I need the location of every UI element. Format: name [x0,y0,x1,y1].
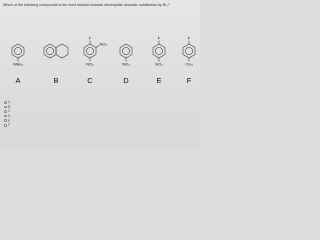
radio-button[interactable] [4,110,7,113]
compound-b-letter: B [53,76,59,85]
compound-a-letter: A [15,76,21,85]
answer-options [4,100,10,128]
compound-d-bottom-label: NO₂ [122,61,130,67]
option-label: E [7,118,11,123]
radio-button[interactable] [4,124,7,127]
compound-a-bottom-label: NMe₂ [13,61,23,67]
radio-button[interactable] [4,119,7,122]
compound-d-letter: D [123,76,129,85]
compound-c-ring [84,41,99,62]
compound-c-side-label: NO₂ [99,41,108,47]
compound-f-letter: F [186,76,192,85]
compound-f-ring [183,41,195,62]
compound-f-top-label: F [187,35,191,41]
compound-e-bottom-label: NO₂ [155,61,163,67]
option-f[interactable] [4,123,10,128]
question-page [0,0,200,150]
compound-structures [0,14,200,74]
option-label: A [7,100,11,105]
option-label: C [7,109,11,114]
radio-button[interactable] [4,101,7,104]
compound-f-bottom-label: CH₃ [185,61,193,67]
compound-c-top-label: F [88,35,92,41]
compound-d-ring [120,44,132,62]
option-label: D [7,114,11,119]
compound-e-ring [153,41,165,62]
compound-e-letter: E [156,76,162,85]
question-text: Which of the following compounds is the most reactive towards electrophilic aromatic substitution by Br₂? [3,3,170,7]
compound-e-top-label: F [157,35,161,41]
option-label: F [7,123,11,128]
radio-button[interactable] [4,106,7,109]
compound-a-ring [12,44,24,62]
compound-b-ring [44,44,68,58]
radio-button[interactable] [4,115,7,118]
compound-c-letter: C [87,76,93,85]
option-label: B [7,104,11,109]
compound-c-bottom-label: NO₂ [86,61,94,67]
